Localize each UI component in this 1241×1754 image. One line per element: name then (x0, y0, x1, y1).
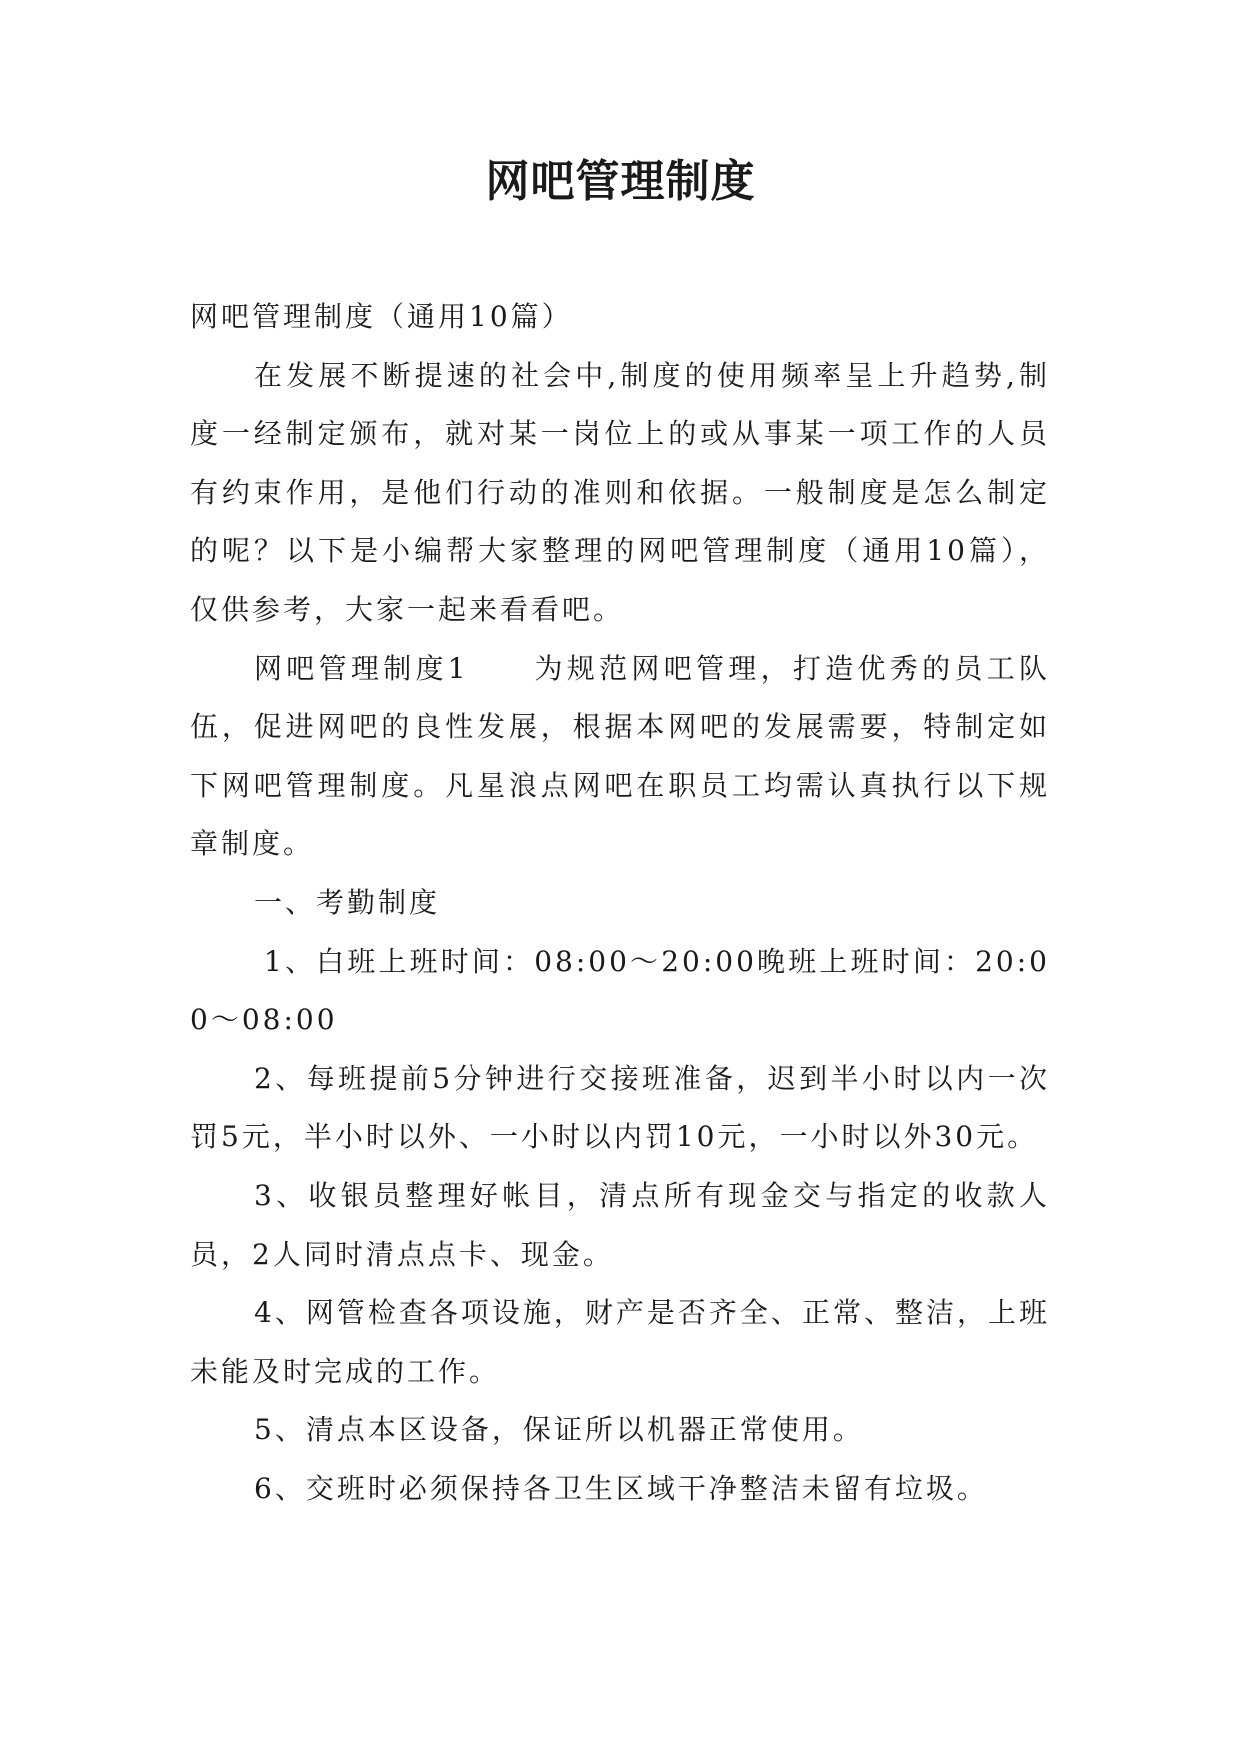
heading-attendance: 一、考勤制度 (254, 885, 441, 919)
rule-5-paragraph: 5、清点本区设备，保证所以机器正常使用。 (254, 1413, 864, 1447)
document-title: 网吧管理制度 (485, 156, 756, 207)
rule-3-paragraph: 3、收银员整理好帐目，清点所有现金交与指定的收款人员，2人同时清点点卡、现金。 (190, 1178, 1050, 1271)
section-1-paragraph: 网吧管理制度1 为规范网吧管理，打造优秀的员工队伍，促进网吧的良性发展，根据本网吧的发展需要，特制定如下网吧管理制度。凡星浪点网吧在职员工均需认真执行以下规章制度。 (190, 651, 1050, 861)
intro-paragraph: 在发展不断提速的社会中,制度的使用频率呈上升趋势,制度一经制定颁布，就对某一岗位上的或从事某一项工作的人员有约束作用，是他们行动的准则和依据。一般制度是怎么制定的呢？以下是小编帮大家整理的网吧管理制度（通用10篇），仅供参考，大家一起来看看吧。 (190, 358, 1050, 626)
subtitle-paragraph: 网吧管理制度（通用10篇） (190, 300, 573, 333)
rule-1-paragraph: 1、白班上班时间：08:00～20:00晚班上班时间：20:00～08:00 (190, 944, 1050, 1037)
document-body (190, 288, 1050, 1518)
rule-4-paragraph: 4、网管检查各项设施，财产是否齐全、正常、整洁，上班未能及时完成的工作。 (190, 1296, 1050, 1388)
rule-6-paragraph: 6、交班时必须保持各卫生区域干净整洁未留有垃圾。 (254, 1471, 988, 1505)
rule-2-paragraph: 2、每班提前5分钟进行交接班准备，迟到半小时以内一次罚5元，半小时以外、一小时以内罚10元，一小时以外30元。 (190, 1061, 1050, 1154)
